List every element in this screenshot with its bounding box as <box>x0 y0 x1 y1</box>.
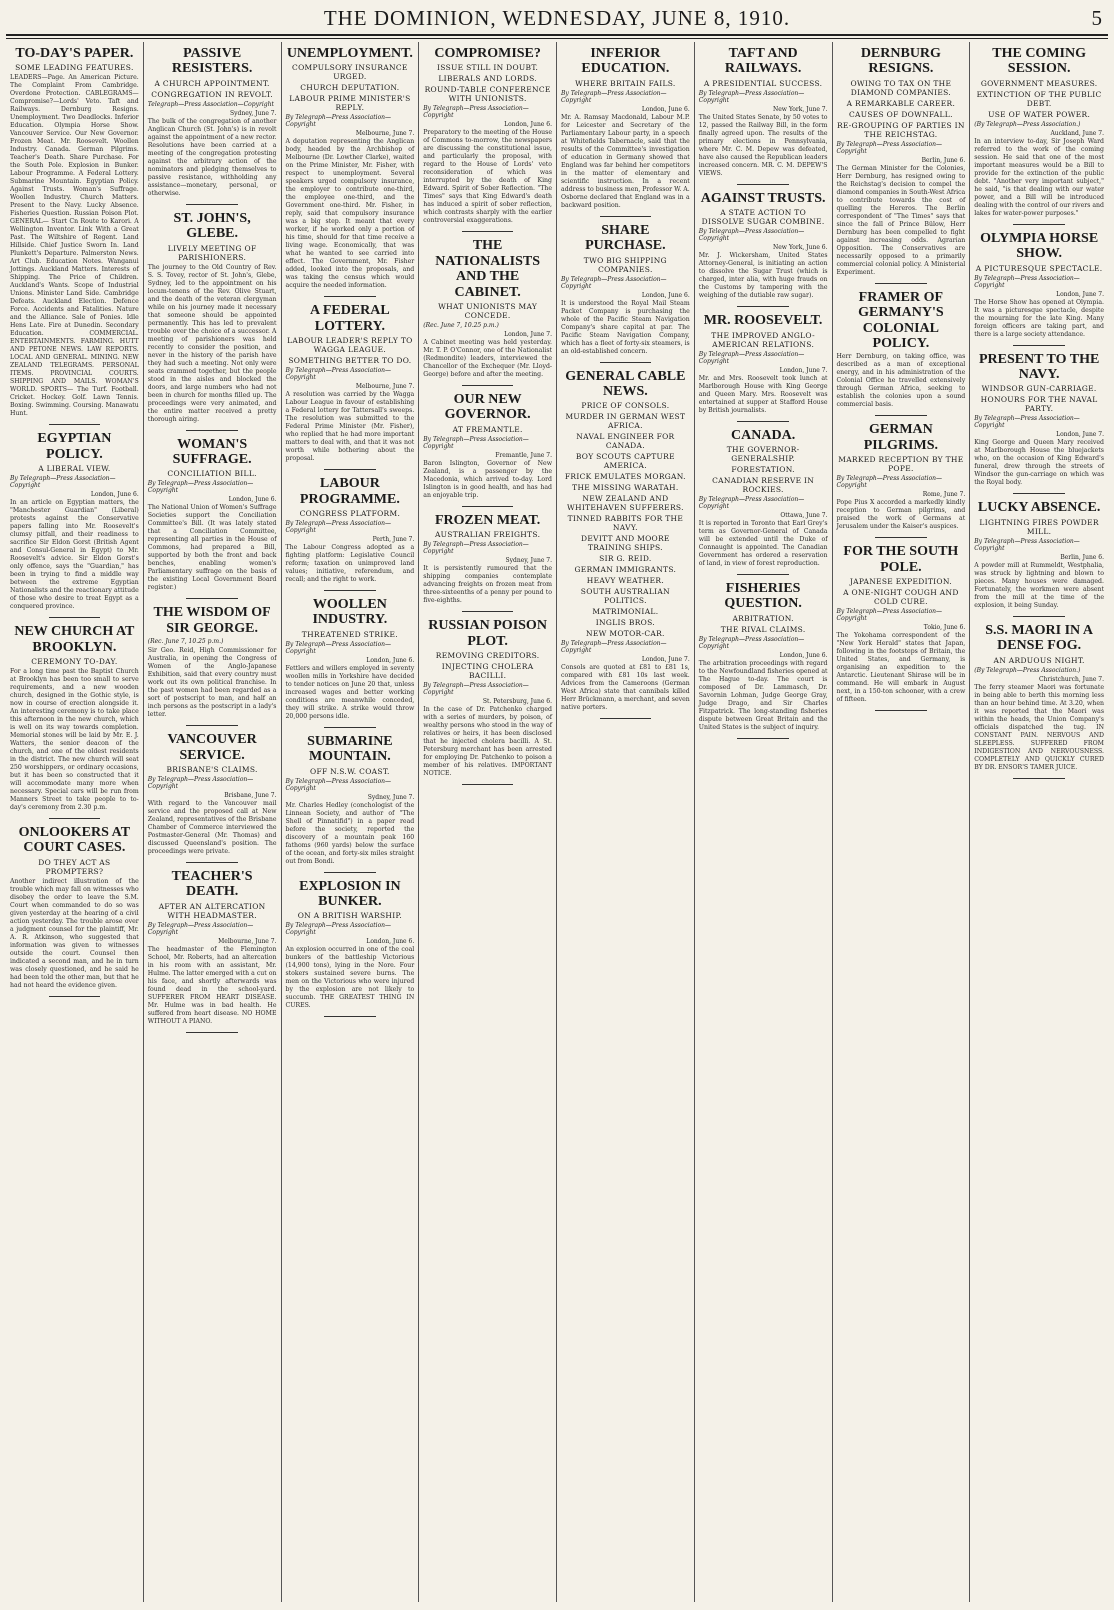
article <box>10 624 139 819</box>
article-subheadline: REMOVING CREDITORS. <box>435 650 540 660</box>
article-headline: S.S. MAORI IN A DENSE FOG. <box>985 622 1093 654</box>
article-divider <box>462 611 514 612</box>
article-dateline: Christchurch, June 7. <box>1038 675 1104 683</box>
article-byline: By Telegraph—Press Association—Copyright <box>147 921 254 936</box>
article-divider <box>186 862 238 863</box>
article-subheadline: CAUSES OF DOWNFALL. <box>848 109 953 119</box>
article-headline: OLYMPIA HORSE SHOW. <box>980 230 1099 262</box>
article-subheadline: MATRIMONIAL. <box>592 607 659 617</box>
article-divider <box>1013 778 1065 779</box>
column-3 <box>282 42 420 1602</box>
article-subheadline: A CHURCH APPOINTMENT. <box>154 78 270 88</box>
article-byline: (By Telegraph—Press Association.) <box>974 666 1081 674</box>
article-headline: PASSIVE RESISTERS. <box>171 46 253 77</box>
article-divider <box>462 506 514 507</box>
article-dateline: Sydney, June 7. <box>230 109 277 117</box>
article-subheadline: OWING TO TAX ON THE DIAMOND COMPANIES. <box>850 78 952 97</box>
article-subheadline: PRICE OF CONSOLS. <box>581 401 670 411</box>
article-headline: WOMAN'S SUFFRAGE. <box>172 436 252 467</box>
column-2 <box>144 42 282 1602</box>
article-body: For a long time past the Baptist Church at Brooklyn has been too small to serve requirements, and a new wooden church, designed in the Gothic style, is now in course of erection alongside it. An interesting ceremony is to take place this afternoon in the new church, which is well on its way towards completion. Memorial stones will be laid by Mr. E. J. Watters, the senior deacon of the church, and one of the oldest residents in the district. The new church will seat 250 worshippers, or ordinary occasions, but it has been so constructed that it will accommodate many more when necessary. Special cars will be run from Manners Street to take people to to-day's ceremony from 2.30 p.m. <box>10 667 139 811</box>
page-number: 5 <box>1091 6 1102 30</box>
article <box>423 618 552 785</box>
article-headline: A FEDERAL LOTTERY. <box>310 303 390 334</box>
article-headline: ST. JOHN'S, GLEBE. <box>173 210 251 242</box>
article-subheadline: TINNED RABBITS FOR THE NAVY. <box>567 514 684 533</box>
article <box>699 191 828 307</box>
article-divider <box>324 590 376 591</box>
article-byline: By Telegraph—Press Association—Copyright <box>698 495 805 510</box>
article-body: Pope Pius X accorded a markedly kindly reception to German pilgrims, and praised the work of Germans at Jerusalem under the Kaiser's auspices. <box>836 499 966 531</box>
article-subheadline: NEW ZEALAND AND WHITEHAVEN SUFFERERS. <box>566 494 684 513</box>
article-subheadline: CONGREGATION IN REVOLT. <box>151 89 273 99</box>
article-headline: LUCKY ABSENCE. <box>977 500 1101 516</box>
article-byline: By Telegraph—Press Association—Copyright <box>423 105 529 120</box>
article <box>286 734 415 873</box>
article <box>561 369 690 720</box>
column-7 <box>833 42 971 1602</box>
article <box>423 238 552 386</box>
article <box>561 46 690 217</box>
article-divider <box>49 617 101 618</box>
article-dateline: St. Petersburg, June 6. <box>482 697 552 705</box>
article-byline: By Telegraph—Press Association—Copyright <box>836 140 943 155</box>
article-headline: INFERIOR EDUCATION. <box>581 46 670 77</box>
article-subheadline: SOUTH AUSTRALIAN POLITICS. <box>580 587 670 606</box>
article-subheadline: LABOUR LEADER'S REPLY TO WAGGA LEAGUE. <box>287 336 413 355</box>
article-body: It is understood the Royal Mail Steam Packet Company is purchasing the whole of the Pacific Steam Navigation Company's share capital at par. The Pacific Steam Navigation Company, which has a fleet of forty-six steamers, is an old-established concern. <box>561 299 690 355</box>
article-body: It is reported in Toronto that Earl Grey's term as Governor-General of Canada will be extended until the Duke of Connaught is appointed. The Canadian Government has ordered a reservation of land, in view of forest reproduction. <box>698 519 828 567</box>
article-body: The headmaster of the Flemington School, Mr. Roberts, had an altercation in his room with an assistant, Mr. Hulme. The latter emerged with a cut on his face, and shortly afterwards was found dead in the school-yard. SUFFERER FROM HEART DISEASE. Mr. Hulme was in bad health. He suffered from heart disease. NO HOME WITHOUT A PIANO. <box>147 945 277 1025</box>
article <box>423 513 552 612</box>
article-subheadline: AUSTRALIAN FREIGHTS. <box>434 530 541 540</box>
article-subheadline: A LIBERAL VIEW. <box>38 464 111 474</box>
article <box>561 223 690 363</box>
article-subheadline: OFF N.S.W. COAST. <box>310 766 390 776</box>
column-8 <box>970 42 1108 1602</box>
article-byline: By Telegraph—Press Association—Copyright <box>285 922 392 937</box>
article-body: Baron Islington, Governor of New Zealand, is a passenger by the Macedonia, which arrived to-day. Lord Islington is in good health, and has had an enjoyable trip. <box>423 459 552 499</box>
article-subheadline: SOMETHING BETTER TO DO. <box>288 356 412 366</box>
article-dateline: London, June 6. <box>366 938 415 946</box>
article-dateline: New York, June 7. <box>772 105 828 113</box>
article <box>10 431 139 618</box>
article-subheadline: ISSUE STILL IN DOUBT. <box>437 63 539 73</box>
article-body: A Cabinet meeting was held yesterday. Mr. T. P. O'Connor, one of the Nationalist (Redmondite) leaders, interviewed the Chancellor of the Exchequer (Mr. Lloyd-George) before and after the meeting. <box>423 338 552 378</box>
article-dateline: Tokio, June 6. <box>923 623 966 631</box>
article-byline: By Telegraph—Press Association—Copyright <box>285 640 392 655</box>
article-headline: NEW CHURCH AT BROOKLYN. <box>14 624 135 655</box>
article-divider <box>737 738 789 739</box>
article-dateline: London, June 6. <box>779 651 828 659</box>
article-byline: By Telegraph—Press Association—Copyright <box>10 475 116 490</box>
article <box>837 290 966 417</box>
article-byline: By Telegraph—Press Association—Copyright <box>285 777 392 792</box>
article <box>148 437 277 600</box>
article-body: Mr. A. Ramsay Macdonald, Labour M.P. for Leicester and Secretary of the Parliamentary Labour party, in a speech at Whitefields Tabernacle, said that the results of the Committee's investigation of education in Germany showed that England was far behind her competitors in the matter of elementary and scientific instruction. In a recent address to business men, Professor W. A. Osborne declared that England was in a backward position. <box>561 113 690 209</box>
article-dateline: Sydney, June 7. <box>505 557 552 565</box>
article-body: Mr. J. Wickersham, United States Attorney-General, is initiating an action to dissolve the Sugar Trust (which is charged, inter alia, with huge frauds on the Customs by tampering with the weighing of the dutiable raw sugar). <box>698 252 828 300</box>
article-byline: By Telegraph—Press Association—Copyright <box>698 350 805 365</box>
article-headline: TEACHER'S DEATH. <box>171 868 253 900</box>
article-dateline: London, June 6. <box>366 656 415 664</box>
column-5 <box>557 42 695 1602</box>
article-byline: By Telegraph—Press Association—Copyright <box>561 640 667 655</box>
newspaper-columns <box>6 42 1108 1602</box>
article-subheadline: LIGHTNING FIRES POWDER MILL. <box>979 517 1099 536</box>
article <box>974 623 1104 779</box>
article-body: A deputation representing the Anglican body, headed by the Archbishop of Melbourne (Dr. Lowther Clarke), waited on the Prime Minister, Mr. Fisher, with respect to unemployment. Several speakers urged compulsory insurance, the employer to contribute one-third, the employee one-third, and the Government one-third. Mr. Fisher, in reply, said that compulsory insurance was a big step. It meant that every worker, if he worked only a portion of his time, should for that time receive a living wage. Economically, that was what he wanted to see carried into effect. The Government, Mr. Fisher added, looked into the proposals, and was taking the census which would acquire the needed information. <box>285 138 415 290</box>
article-body: Consols are quoted at £81 to £81 1s, compared with £81 10s last week. Advices from the Cameroons (German West Africa) state that cannibals killed Herr Brückmann, a merchant, and seven native porters. <box>561 664 690 712</box>
article-dateline: Sydney, June 7. <box>367 793 415 801</box>
article-divider <box>600 718 652 719</box>
article-body: The National Union of Women's Suffrage Societies support the Conciliation Committee's Bill. (It was lately stated that a Conciliation Committee, representing all parties in the House of Commons, had prepared a Bill, supported by both the front and back benches, enabling women's Parliamentary suffrage on the basis of the existing Local Government Board register.) <box>147 504 277 592</box>
article-divider <box>1013 224 1065 225</box>
article-divider <box>737 306 789 307</box>
article-subheadline: EXTINCTION OF THE PUBLIC DEBT. <box>976 89 1102 108</box>
article-headline: TAFT AND RAILWAYS. <box>724 46 802 77</box>
article-divider <box>324 469 376 470</box>
article <box>423 46 552 232</box>
article-body: Fettlers and willers employed in seventy woollen mills in Yorkshire have decided to tender notices on June 20 that, unless increased wages and better working conditions are meanwhile conceded, they will strike. A strike would throw 20,000 persons idle. <box>285 664 415 720</box>
article <box>974 500 1104 616</box>
article-divider <box>49 424 101 425</box>
article-divider <box>737 184 789 185</box>
article-body: The Yokohama correspondent of the "New York Herald" states that Japan, following in the footsteps of Britain, the United States, and Germany, is organising an expedition to the Antarctic. Lieutenant Shirase will be in command. He will embark in August next, in a 150-ton schooner, with a crew of fifteen. <box>836 631 966 703</box>
article <box>699 46 828 185</box>
article-subheadline: THE MISSING WARATAH. <box>572 483 679 493</box>
article-headline: CANADA. <box>731 427 796 443</box>
article-headline: EGYPTIAN POLICY. <box>37 431 112 462</box>
article-headline: FOR THE SOUTH POLE. <box>843 544 959 575</box>
article-dateline: London, June 6. <box>504 121 552 129</box>
article-byline: Telegraph—Press Association—Copyright <box>147 100 274 108</box>
article-byline: By Telegraph—Press Association—Copyright <box>836 607 943 622</box>
article-byline: (Rec. June 7, 10.25 p.m.) <box>423 321 499 329</box>
article-divider <box>462 385 514 386</box>
article-subheadline: LABOUR PRIME MINISTER'S REPLY. <box>289 94 411 113</box>
article-subheadline: WHAT UNIONISTS MAY CONCEDE. <box>438 301 538 320</box>
article-subheadline: CEREMONY TO-DAY. <box>31 656 118 666</box>
article <box>148 605 277 726</box>
article-subheadline: USE OF WATER POWER. <box>988 109 1091 119</box>
article-body: With regard to the Vancouver mail service and the proposed call at New Zealand, representatives of the Brisbane Chamber of Commerce interviewed the Postmaster-General (Mr. Thomas) and discussed Queensland's position. The proceedings were private. <box>147 799 277 855</box>
article-headline: PRESENT TO THE NAVY. <box>978 351 1100 382</box>
masthead-rule <box>6 34 1108 36</box>
article-subheadline: INJECTING CHOLERA BACILLI. <box>441 661 534 680</box>
article-headline: FROZEN MEAT. <box>434 512 541 528</box>
article-divider <box>875 710 927 711</box>
article-divider <box>186 204 238 205</box>
article-divider <box>462 231 514 232</box>
article-divider <box>324 727 376 728</box>
article-headline: TO-DAY'S PAPER. <box>15 46 134 61</box>
article-divider <box>737 574 789 575</box>
article-subheadline: BOY SCOUTS CAPTURE AMERICA. <box>575 452 675 471</box>
article-body: It is persistently rumoured that the shipping companies contemplate advancing freights on frozen meat from three-sixteenths of a penny per pound to five-eighths. <box>423 565 552 605</box>
article-dateline: London, June 6. <box>641 105 690 113</box>
article-headline: THE WISDOM OF SIR GEORGE. <box>153 605 271 636</box>
article-headline: MR. ROOSEVELT. <box>703 313 823 329</box>
article-subheadline: HEAVY WEATHER. <box>586 576 664 586</box>
article <box>148 732 277 863</box>
article-subheadline: COMPULSORY INSURANCE URGED. <box>292 63 408 82</box>
article-subheadline: FRICK EMULATES MORGAN. <box>564 472 686 482</box>
article-byline: By Telegraph—Press Association—Copyright <box>698 228 805 243</box>
article <box>837 544 966 711</box>
article-dateline: London, June 7. <box>779 366 828 374</box>
article-byline: By Telegraph—Press Association—Copyright <box>698 635 805 650</box>
article-subheadline: A ONE-NIGHT COUGH AND COLD CURE. <box>843 587 959 606</box>
article <box>974 352 1104 495</box>
article <box>286 879 415 1018</box>
article-headline: LABOUR PROGRAMME. <box>299 476 400 507</box>
article-subheadline: WINDSOR GUN-CARRIAGE. <box>981 384 1097 394</box>
article-body: LEADERS—Page. An American Picture. The Complaint From Cambridge. Overdone Protection. CABLEGRAMS— Compromise?—Lords' Veto. Taft and Railways. Dernburg Resigns. Unemployment. Two Deadlocks. Inferior Education. Olympia Horse Show. Vancouver Service. Our New Governor. Frozen Meat. Mr. Roosevelt. Woollen Industry. Canada. German Pilgrims. Teacher's Death. Share Purchase. For the South Pole. Explosion in Bunker. Labour Programme. A Federal Lottery. Submarine Mountain. Egyptian Policy. Against Trusts. Woman's Suffrage. Woollen Industry. Church Matters. Present to the Navy. Lucky Absence. Fisheries Question. Russian Poison Plot. GENERAL— Start Cn Route to Karori. A Wellington Inventor. Link With a Great Past. The Wiltshire of Regent. Land Hillside. Chief Justice Sworn In. Land Plunkett's Departure. Palmerston News. Art Club. Education Notes. Wanganui Jottings. Auckland Matters. Interests of Shipping. The Price of Children. Auckland's Wants. Scope of Industrial Unions. Minister Land Side. Cambridge Defeats. Auckland Election. Defence Force. Accidents and Fatalities. Nature and the Alliance. Sale of Ponies. Idle Hens Late. Fire at Dunedin. Secondary Education. COMMERCIAL. ENTERTAINMENTS. FARMING. HUTT AND PETONE NEWS. LAW REPORTS. LOCAL AND GENERAL. MINING. NEW ZEALAND TELEGRAMS. PERSONAL ITEMS. PROVINCIAL COURTS. SHIPPING AND MAILS. WOMAN'S WORLD. SPORTS— The Turf. Football. Cricket. Hockey. Golf. Lawn Tennis. Boxing. Swimming. Coursing. Manawatu Hunt. <box>10 74 139 418</box>
article-divider <box>1013 493 1065 494</box>
article-headline: GERMAN PILGRIMS. <box>863 422 939 453</box>
article-byline: By Telegraph—Press Association—Copyright <box>147 775 254 790</box>
article-subheadline: AFTER AN ALTERCATION WITH HEADMASTER. <box>158 901 266 920</box>
article-byline: By Telegraph—Press Association—Copyright <box>561 89 667 104</box>
article-byline: By Telegraph—Press Association—Copyright <box>285 114 392 129</box>
article-body: The journey to the Old Country of Rev. S. S. Tovey, rector of St. John's, Glebe, Sydney, led to the appointment on his locum-tenens of the Rev. Olive Stuart, and the death of the veteran clergyman while on his journey made it necessary that someone should be appointed permanently. This has led to prevalent trouble over the choice of a successor. A meeting of parishioners was held recently to consider the position, and never in the history of the parish have they had such a meeting. Not only were seats crammed together, but the people stood in the aisles and blocked the doors, and large numbers who had not been in church for months filled up. The proceedings were very animated, and the entire matter received a pretty thorough airing. <box>147 263 277 423</box>
article-dateline: Perth, June 7. <box>372 535 415 543</box>
article-body: The bulk of the congregation of another Anglican Church (St. John's) is in revolt against the appointment of a new rector. Resolutions have been carried at a meeting of the congregation protesting against the arbitrary action of the nominators and pledging themselves to passive resistance, withholding any assistance—monetary, personal, or otherwise. <box>147 117 277 197</box>
article-headline: UNEMPLOYMENT. <box>286 46 413 61</box>
article-subheadline: MURDER IN GERMAN WEST AFRICA. <box>565 412 686 431</box>
article-subheadline: CONGRESS PLATFORM. <box>299 508 401 518</box>
article-byline: By Telegraph—Press Association—Copyright <box>423 435 529 450</box>
article-divider <box>49 818 101 819</box>
article-subheadline: WHERE BRITAIN FAILS. <box>575 78 676 88</box>
article-subheadline: CHURCH DEPUTATION. <box>300 83 400 93</box>
article-body: King George and Queen Mary received at Marlborough House the bluejackets who, on the occasion of King Edward's funeral, drew through the streets of Windsor the gun-carriage on which was the Royal body. <box>974 439 1104 487</box>
article-divider <box>186 725 238 726</box>
article-divider <box>324 1016 376 1017</box>
article-dateline: Berlin, June 6. <box>1060 553 1104 561</box>
article-byline: (Rec. June 7, 10.25 p.m.) <box>147 638 224 646</box>
article <box>286 597 415 728</box>
article <box>286 46 415 297</box>
article-dateline: London, June 6. <box>641 291 690 299</box>
article-dateline: New York, June 6. <box>772 244 828 252</box>
article-subheadline: MARKED RECEPTION BY THE POPE. <box>838 455 964 474</box>
article <box>148 211 277 431</box>
article <box>286 303 415 470</box>
article-byline: By Telegraph—Press Association—Copyright <box>974 415 1080 430</box>
article-subheadline: RE-GROUPING OF PARTIES IN THE REICHSTAG. <box>836 120 965 139</box>
article-subheadline: LIBERALS AND LORDS. <box>438 74 537 84</box>
article-subheadline: SOME LEADING FEATURES. <box>15 63 134 73</box>
article <box>148 46 277 205</box>
article-subheadline: DO THEY ACT AS PROMPTERS? <box>38 857 111 876</box>
article-headline: DERNBURG RESIGNS. <box>860 46 941 77</box>
article-byline: By Telegraph—Press Association—Copyright <box>698 89 805 104</box>
article <box>974 231 1104 346</box>
article-subheadline: TWO BIG SHIPPING COMPANIES. <box>583 255 667 274</box>
article <box>10 46 139 425</box>
article-dateline: Melbourne, June 7. <box>355 383 415 391</box>
column-4 <box>419 42 557 1602</box>
article-body: Preparatory to the meeting of the House of Commons to-morrow, the newspapers are discussing the constitutional issue, and particularly the proposal, with regard to the House of Lords' veto reconsideration of which was interrupted by the death of King Edward. Spirit of Sober Reflection. "The Times" says that King Edward's death has induced a spirit of sober reflection, which contrasts sharply with the earlier controversial exaggerations. <box>423 129 552 225</box>
article-byline: By Telegraph—Press Association—Copyright <box>561 275 667 290</box>
article <box>837 46 966 284</box>
article-subheadline: JAPANESE EXPEDITION. <box>849 576 952 586</box>
article-divider <box>600 362 652 363</box>
article-divider <box>462 784 514 785</box>
article-divider <box>737 421 789 422</box>
article-headline: OUR NEW GOVERNOR. <box>444 391 531 423</box>
article-body: The Horse Show has opened at Olympia. It was a picturesque spectacle, despite the mourning for the late King. Many foreign officers are taking part, and there is a large society attendance. <box>974 298 1104 338</box>
article <box>286 476 415 591</box>
article-dateline: Fremantle, June 7. <box>495 451 552 459</box>
article-divider <box>324 296 376 297</box>
article-dateline: London, June 7. <box>504 330 552 338</box>
article-subheadline: ARBITRATION. <box>732 613 794 623</box>
article <box>148 869 277 1033</box>
article-byline: By Telegraph—Press Association—Copyright <box>836 475 943 490</box>
article-byline: By Telegraph—Press Association—Copyright <box>974 274 1080 289</box>
article-subheadline: THE RIVAL CLAIMS. <box>720 624 806 634</box>
article-dateline: London, June 7. <box>641 656 690 664</box>
article-headline: VANCOUVER SERVICE. <box>167 732 257 763</box>
article-dateline: London, June 7. <box>1056 431 1104 439</box>
article <box>837 422 966 538</box>
article-subheadline: INGLIS BROS. <box>595 618 655 628</box>
article-body: In the case of Dr. Patchenko charged with a series of murders, by poison, of wealthy persons who stood in the way of relatives or heirs, it has been disclosed that he injected cholera bacilli. A St. Petersburg merchant has been arrested for employing Dr. Patchenko to poison a member of his relatives. IMPORTANT NOTICE. <box>423 705 552 777</box>
article-divider <box>186 1032 238 1033</box>
article-headline: THE NATIONALISTS AND THE CABINET. <box>435 238 541 300</box>
article-subheadline: A PRESIDENTIAL SUCCESS. <box>703 78 823 88</box>
article-headline: ONLOOKERS AT COURT CASES. <box>18 824 131 856</box>
article-body: Mr. Charles Hedley (conchologist of the Linnean Society, and author of "The Shell of Pinnatifid") in a paper read before the society, reported the discovery of a mountain peak 160 fathoms (960 yards) below the surface of the ocean, and forty-six miles straight out from Bondi. <box>285 801 415 865</box>
article-dateline: Rome, June 7. <box>922 491 966 499</box>
article-byline: By Telegraph—Press Association—Copyright <box>147 480 254 495</box>
article-dateline: Brisbane, June 7. <box>224 791 277 799</box>
article-headline: SHARE PURCHASE. <box>585 222 666 254</box>
article <box>423 392 552 507</box>
article-body: The Labour Congress adopted as a fighting platform: Legislative Council reform; taxation on unimproved land values; initiative, referendum, and recall; and the right to work. <box>285 543 415 583</box>
article-byline: (By Telegraph—Press Association.) <box>974 120 1081 128</box>
article-body: An explosion occurred in one of the coal bunkers of the battleship Victorious (14,900 tons), lying in the Nore. Four stokers sustained severe burns. The men on the Victorious who were injured by the explosion are not likely to succumb. THE GREATEST THING IN CURES. <box>285 946 415 1010</box>
article-subheadline: HONOURS FOR THE NAVAL PARTY. <box>980 395 1098 414</box>
column-6 <box>695 42 833 1602</box>
article-body: The arbitration proceedings with regard to the Newfoundland fisheries opened at The Hague to-day. The court is composed of Dr. Lammasch, Dr. Savornin Lohman, Judge George Gray, Judge Drago, and Sir Charles Fitzpatrick. The long-standing fisheries dispute between Great Britain and the United States is the subject of inquiry. <box>698 659 828 731</box>
article-divider <box>1013 616 1065 617</box>
article-headline: COMPROMISE? <box>434 46 541 61</box>
article-subheadline: CONCILIATION BILL. <box>167 469 257 479</box>
article-dateline: Ottawa, June 7. <box>780 511 828 519</box>
article-headline: THE COMING SESSION. <box>992 46 1086 77</box>
article-divider <box>600 216 652 217</box>
article-byline: By Telegraph—Press Association—Copyright <box>285 519 392 534</box>
article-body: In an interview to-day, Sir Joseph Ward referred to the work of the coming session. He said that one of the most important measures would be a Bill to provide for the extinction of the public debt. "Another very important subject," he said, "is that dealing with our water power, and a Bill will be introduced dealing with the control of our rivers and lakes for water-power purposes." <box>974 137 1104 217</box>
masthead-date-line: THE DOMINION, WEDNESDAY, JUNE 8, 1910. <box>323 6 791 30</box>
article-subheadline: AT FREMANTLE. <box>452 424 523 434</box>
article <box>10 825 139 997</box>
article-subheadline: A STATE ACTION TO DISSOLVE SUGAR COMBINE. <box>701 208 825 227</box>
article-divider <box>186 598 238 599</box>
article <box>974 46 1104 225</box>
article-body: In an article on Egyptian matters, the "Manchester Guardian" (Liberal) protests against the Conservative papers falling into Mr. Roosevelt's clumsy pitfall, and their readiness to sacrifice Sir Eldon Gorst (British Agent and Consul-General in Egypt) to Mr. Roosevelt's advice. Sir Eldon Gorst's only offence, says the "Guardian," has been in trying to find a middle way between the extreme Egyptian Nationalists and the reactionary attitude of those who desire to treat Egypt as a conquered province. <box>10 499 139 611</box>
article-subheadline: NAVAL ENGINEER FOR CANADA. <box>576 432 675 451</box>
article-divider <box>49 996 101 997</box>
article-headline: GENERAL CABLE NEWS. <box>565 368 686 399</box>
article-dateline: London, June 6. <box>228 496 277 504</box>
article-divider <box>875 537 927 538</box>
article-body: Sir Geo. Reid, High Commissioner for Australia, in opening the Congress of Women of the Anglo-Japanese Exhibition, said that every country must work out its own political franchise. In the past women had been regarded as a sort of postscript to man, and half an inch persons as the postscript in a lady's letter. <box>147 647 277 719</box>
article-subheadline: THE IMPROVED ANGLO-AMERICAN RELATIONS. <box>711 330 815 349</box>
article-body: The German Minister for the Colonies, Herr Dernburg, has resigned owing to the Reichstag's decision to compel the diamond companies in South-West Africa to contribute towards the cost of quelling the Hereros. The Berlin correspondent of "The Times" says that since the fall of Prince Bülow, Herr Dernburg has been compelled to fight against increasing odds. Agrarian Opposition. The Conservatives are necessarily opposed to a primarily commercial colonial policy. A Ministerial Experiment. <box>836 164 966 276</box>
article-body: The United States Senate, by 50 votes to 12, passed the Railway Bill, in the form finally agreed upon. The results of the primary elections in Pennsylvania, where Mr. C. M. Depew was defeated, have also caused the Republican leaders increased concern. MR. C. M. DEPEW'S VIEWS. <box>698 113 828 177</box>
article-subheadline: ROUND-TABLE CONFERENCE WITH UNIONISTS. <box>424 85 551 104</box>
article-body: A powder mill at Rummeldt, Westphalia, was struck by lightning and blown to pieces. Many houses were damaged. Fortunately, the workmen were absent from the mill at the time of the explosion, it being Sunday. <box>974 561 1104 609</box>
article-dateline: London, June 6. <box>90 491 139 499</box>
article-headline: FRAMER OF GERMANY'S COLONIAL POLICY. <box>858 289 944 351</box>
article-divider <box>324 872 376 873</box>
article-body: The ferry steamer Maori was fortunate in being able to berth this morning less than an hour behind time. At 3.20, when it was reported that the Maori was within the heads, the Union Company's officials dispatched the tug. IN CONSTANT PAIN. NERVOUS AND SLEEPLESS. SUFFERED FROM INDIGESTION AND NERVOUSNESS. COMPLETELY AND QUICKLY CURED BY DR. ENSOR'S TAMER JUICE. <box>974 683 1104 771</box>
article-byline: By Telegraph—Press Association—Copyright <box>285 367 392 382</box>
article-body: Another indirect illustration of the trouble which may fall on witnesses who disobey the order to leave the S.M. Court when commanded to do so was given yesterday at the hearing of a civil action yesterday. The trouble arose over a judgment counsel for the plaintiff, Mr. A. R. Atkinson, who suggested that information was given to witnesses outside the court. Counsel then indicated a second man, and he in turn was closely questioned, and he said he had been told the other man, but that he had not heard the evidence given. <box>10 877 139 989</box>
article-divider <box>875 415 927 416</box>
article-subheadline: SIR G. REID. <box>599 554 652 564</box>
article-headline: WOOLLEN INDUSTRY. <box>312 596 388 628</box>
article <box>699 428 828 575</box>
article-subheadline: THE GOVERNOR-GENERALSHIP. <box>726 444 800 463</box>
article-byline: By Telegraph—Press Association—Copyright <box>974 537 1080 552</box>
article-dateline: Melbourne, June 7. <box>355 130 415 138</box>
masthead <box>0 4 1114 34</box>
article-subheadline: GERMAN IMMIGRANTS. <box>574 565 677 575</box>
article-headline: RUSSIAN POISON PLOT. <box>428 618 547 649</box>
article-subheadline: ON A BRITISH WARSHIP. <box>297 911 403 921</box>
article-subheadline: LIVELY MEETING OF PARISHIONERS. <box>167 243 257 262</box>
article-headline: AGAINST TRUSTS. <box>700 190 826 206</box>
article-dateline: London, June 7. <box>1056 290 1104 298</box>
article <box>699 581 828 739</box>
article-subheadline: GOVERNMENT MEASURES. <box>980 78 1098 88</box>
article-headline: EXPLOSION IN BUNKER. <box>299 878 401 909</box>
article-body: Mr. and Mrs. Roosevelt took lunch at Marlborough House with King George and Queen Mary. Mrs. Roosevelt was entertained at supper at Stafford House by British journalists. <box>698 374 828 414</box>
article-dateline: Berlin, June 6. <box>921 156 966 164</box>
article-byline: By Telegraph—Press Association—Copyright <box>423 541 529 556</box>
article-divider <box>186 430 238 431</box>
article-body: A resolution was carried by the Wagga Labour League in favour of establishing a Federal lottery for Tattersall's sweeps. The resolution was submitted to the Federal Prime Minister (Mr. Fisher), who replied that he had more important matters to deal with, and that it was not worth while bothering about the proposal. <box>285 391 415 463</box>
article-subheadline: AN ARDUOUS NIGHT. <box>993 655 1085 665</box>
article-dateline: Auckland, June 7. <box>1050 129 1104 137</box>
article-subheadline: NEW MOTOR-CAR. <box>586 629 665 639</box>
article-body: Herr Dernburg, on taking office, was described as a man of exceptional energy, and in his administration of the Colonial Office he travelled extensively through German Africa, seeking to establish the colonies upon a sound commercial basis. <box>836 353 966 409</box>
article-headline: SUBMARINE MOUNTAIN. <box>307 733 393 765</box>
article-subheadline: A PICTURESQUE SPECTACLE. <box>975 263 1103 273</box>
article-subheadline: BRISBANE'S CLAIMS. <box>166 764 258 774</box>
column-1 <box>6 42 144 1602</box>
article-byline: By Telegraph—Press Association—Copyright <box>423 681 529 696</box>
article-subheadline: DEVITT AND MOORE TRAINING SHIPS. <box>581 534 670 553</box>
masthead-rule-thin <box>6 38 1108 39</box>
article-subheadline: FORESTATION. <box>731 464 795 474</box>
article-subheadline: CANADIAN RESERVE IN ROCKIES. <box>712 475 815 494</box>
article-dateline: Melbourne, June 7. <box>218 937 277 945</box>
article-subheadline: A REMARKABLE CAREER. <box>846 98 956 108</box>
article-divider <box>875 283 927 284</box>
article-divider <box>1013 345 1065 346</box>
article <box>699 313 828 421</box>
article-headline: FISHERIES QUESTION. <box>724 580 802 612</box>
article-subheadline: THREATENED STRIKE. <box>301 629 398 639</box>
